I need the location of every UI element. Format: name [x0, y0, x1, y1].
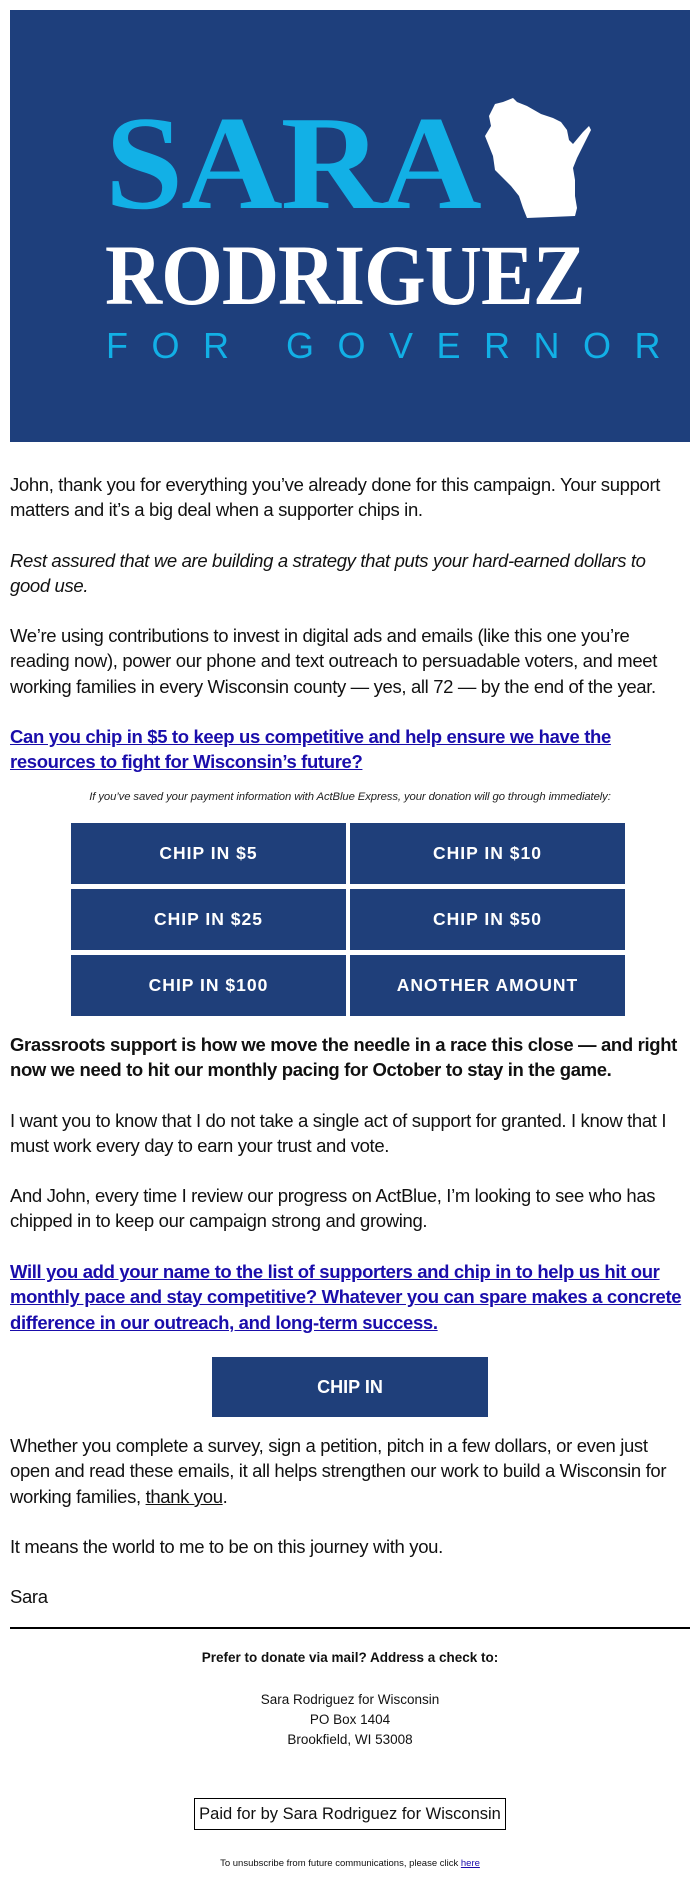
intro-paragraph: [10, 472, 690, 523]
chip-in-10-button[interactable]: CHIP IN $10: [350, 823, 625, 884]
add-your-name-link[interactable]: Will you add your name to the list of supporters and chip in to help us hit our monthly pace and stay competitive? Whatever you can spare makes a concrete difference in our outreach, and long-term success.: [10, 1261, 682, 1333]
unsubscribe-line: [0, 1858, 700, 1869]
reassurance-text: Rest assured that we are building a strategy that puts your hard-earned dollars to good use.: [10, 550, 646, 597]
chip-in-5-link[interactable]: Can you chip in $5 to keep us competitive and help ensure we have the resources to fight for Wisconsin’s future?: [10, 726, 611, 773]
whether-text-body: Whether you complete a survey, sign a petition, pitch in a few dollars, or even just open and read these emails, it all helps strengthen our work to build a Wisconsin for working families,: [10, 1435, 667, 1507]
support-text: I want you to know that I do not take a single act of support for granted. I know that I must work every day to earn your trust and vote.: [10, 1110, 667, 1157]
campaign-logo-banner: [10, 10, 690, 442]
logo-last-name: RODRIGUEZ: [105, 227, 585, 323]
address-line-3: Brookfield, WI 53008: [287, 1732, 413, 1747]
chip-in-25-button[interactable]: CHIP IN $25: [71, 889, 346, 950]
thank-you-link[interactable]: thank you: [145, 1485, 223, 1507]
support-paragraph: [10, 1108, 690, 1159]
footer-divider: [10, 1627, 690, 1629]
mail-donation-heading: Prefer to donate via mail? Address a check to:: [201, 1650, 499, 1665]
chip-in-50-button[interactable]: CHIP IN $50: [350, 889, 625, 950]
whether-paragraph: [10, 1433, 690, 1509]
signature: [10, 1584, 690, 1609]
logo-first-name: SARA: [105, 89, 480, 237]
cta-paragraph-2: [10, 1259, 690, 1335]
wisconsin-state-icon: [483, 96, 595, 218]
logo-tagline: FOR GOVERNOR: [106, 325, 685, 366]
journey-text: It means the world to me to be on this journey with you.: [10, 1536, 443, 1557]
grassroots-text: Grassroots support is how we move the needle in a race this close — and right now we need to hit our monthly pacing for October to stay in the game.: [10, 1034, 677, 1081]
whether-text-end: .: [222, 1485, 228, 1507]
donation-button-grid: [71, 823, 630, 1016]
actblue-progress-text: And John, every time I review our progress on ActBlue, I’m looking to see who has chipped in to keep our campaign strong and growing.: [10, 1185, 656, 1232]
unsubscribe-text: To unsubscribe from future communications, please click: [220, 1858, 461, 1869]
address-line-2: PO Box 1404: [309, 1712, 391, 1727]
intro-text: John, thank you for everything you’ve already done for this campaign. Your support matters and it’s a big deal when a supporter chips in.: [10, 474, 661, 521]
mailing-address: [0, 1690, 700, 1750]
actblue-express-note: If you’ve saved your payment information with ActBlue Express, your donation will go through immediately:: [89, 791, 611, 803]
contributions-text: We’re using contributions to invest in digital ads and emails (like this one you’re reading now), power our phone and text outreach to persuadable voters, and meet working families in every Wisconsin county — yes, all 72 — by the end of the year.: [10, 625, 658, 697]
chip-in-100-button[interactable]: CHIP IN $100: [71, 955, 346, 1016]
reassurance-paragraph: [10, 548, 690, 599]
chip-in-5-button[interactable]: CHIP IN $5: [71, 823, 346, 884]
signature-text: Sara: [10, 1586, 48, 1607]
unsubscribe-link[interactable]: here: [460, 1858, 480, 1869]
actblue-progress-paragraph: [10, 1183, 690, 1234]
another-amount-button[interactable]: ANOTHER AMOUNT: [350, 955, 625, 1016]
paid-for-disclaimer: Paid for by Sara Rodriguez for Wisconsin: [194, 1798, 506, 1830]
whether-text: [10, 1433, 690, 1509]
address-line-1: Sara Rodriguez for Wisconsin: [260, 1692, 440, 1707]
grassroots-paragraph: [10, 1032, 690, 1083]
contributions-paragraph: [10, 623, 690, 699]
journey-paragraph: [10, 1534, 690, 1559]
chip-in-button[interactable]: CHIP IN: [212, 1357, 488, 1417]
cta-paragraph-1: [10, 724, 690, 775]
